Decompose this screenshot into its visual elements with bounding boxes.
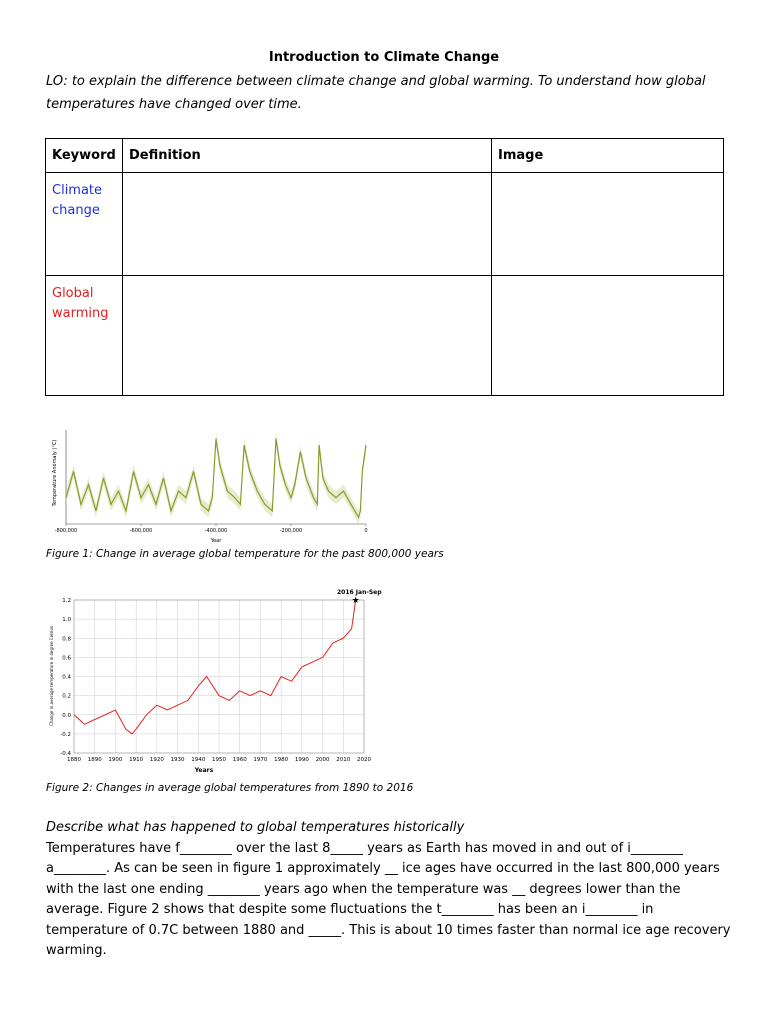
learning-objective: LO: to explain the difference between climate change and global warming. To understand how global temperatures have changed over time. [46,74,706,112]
describe-text: Temperatures have f________ over the last 8_____ years as Earth has moved in and out of i________ a________. As can be seen in figure 1 approximately __ ice ages have occurred in the last 800,000 years with the last one ending ________ years ago when the temperature was __ degrees lower than the average. Figure 2 shows that despite some fluctuations the t________ has been an i________ in temperature of 0.7C between 1880 and _____. This is about 10 times faster than normal ice age recovery warming. [46,840,731,958]
y-tick-label: 1.0 [62,617,71,624]
page-title: Introduction to Climate Change [268,50,500,65]
y-tick-label: 0.0 [62,712,71,719]
star-marker: ★ [351,596,360,606]
y-tick-label: 0.8 [62,636,71,643]
annotation-label: 2016 Jan-Sep [337,589,382,596]
definition-cell[interactable] [123,173,492,276]
keyword-cell: Climate change [46,173,123,276]
x-tick-label: 1910 [129,757,144,763]
figure1-chart [46,418,376,548]
x-tick-label: 1880 [67,757,81,763]
definition-cell[interactable] [123,276,492,396]
x-tick-label: 1990 [294,757,309,763]
x-tick-label: -400,000 [204,528,228,534]
y-tick-label: 0.4 [62,674,71,681]
table-row [46,173,724,276]
x-axis-label: Year [210,538,222,544]
header-keyword: Keyword [46,139,123,173]
x-tick-label: 1980 [274,757,289,763]
x-tick-label: 1900 [108,757,123,763]
x-tick-label: 2000 [315,757,330,763]
header-definition: Definition [123,139,492,173]
x-tick-label: 2020 [357,757,371,763]
image-cell[interactable] [492,173,724,276]
x-tick-label: 1940 [191,757,206,763]
x-tick-label: 1950 [212,757,226,763]
figure1-caption: Figure 1: Change in average global temperature for the past 800,000 years [46,548,444,560]
y-tick-label: 1.2 [62,598,71,604]
x-tick-label: 1920 [149,757,164,763]
figure2-chart [46,588,382,774]
y-tick-label: -0.4 [60,751,71,757]
y-tick-label: 0.2 [62,693,71,700]
x-tick-label: 1970 [253,757,268,763]
x-tick-label: 1890 [87,757,102,763]
x-tick-label: -200,000 [279,528,303,534]
x-tick-label: 1960 [232,757,247,763]
x-tick-label: -600,000 [129,528,153,534]
series-line [74,600,356,734]
y-axis-label: Temperature Anomaly (°C) [52,439,58,507]
figure2-caption: Figure 2: Changes in average global temperatures from 1890 to 2016 [46,782,414,794]
x-tick-label: -800,000 [54,528,78,534]
x-tick-label: 2010 [336,757,351,763]
x-tick-label: 0 [364,528,368,534]
y-axis-label: Change in average temperature in degree Celsius [49,626,54,726]
x-tick-label: 1930 [170,757,185,763]
y-tick-label: -0.2 [60,731,71,738]
describe-section [46,818,736,962]
x-axis-label: Years [194,767,214,774]
keyword-table [45,138,724,396]
table-row [46,276,724,396]
image-cell[interactable] [492,276,724,396]
keyword-cell: Global warming [46,276,123,396]
table-header-row [46,139,724,173]
y-tick-label: 0.6 [62,655,71,662]
describe-question: Describe what has happened to global temperatures historically [46,820,465,835]
header-image: Image [492,139,724,173]
